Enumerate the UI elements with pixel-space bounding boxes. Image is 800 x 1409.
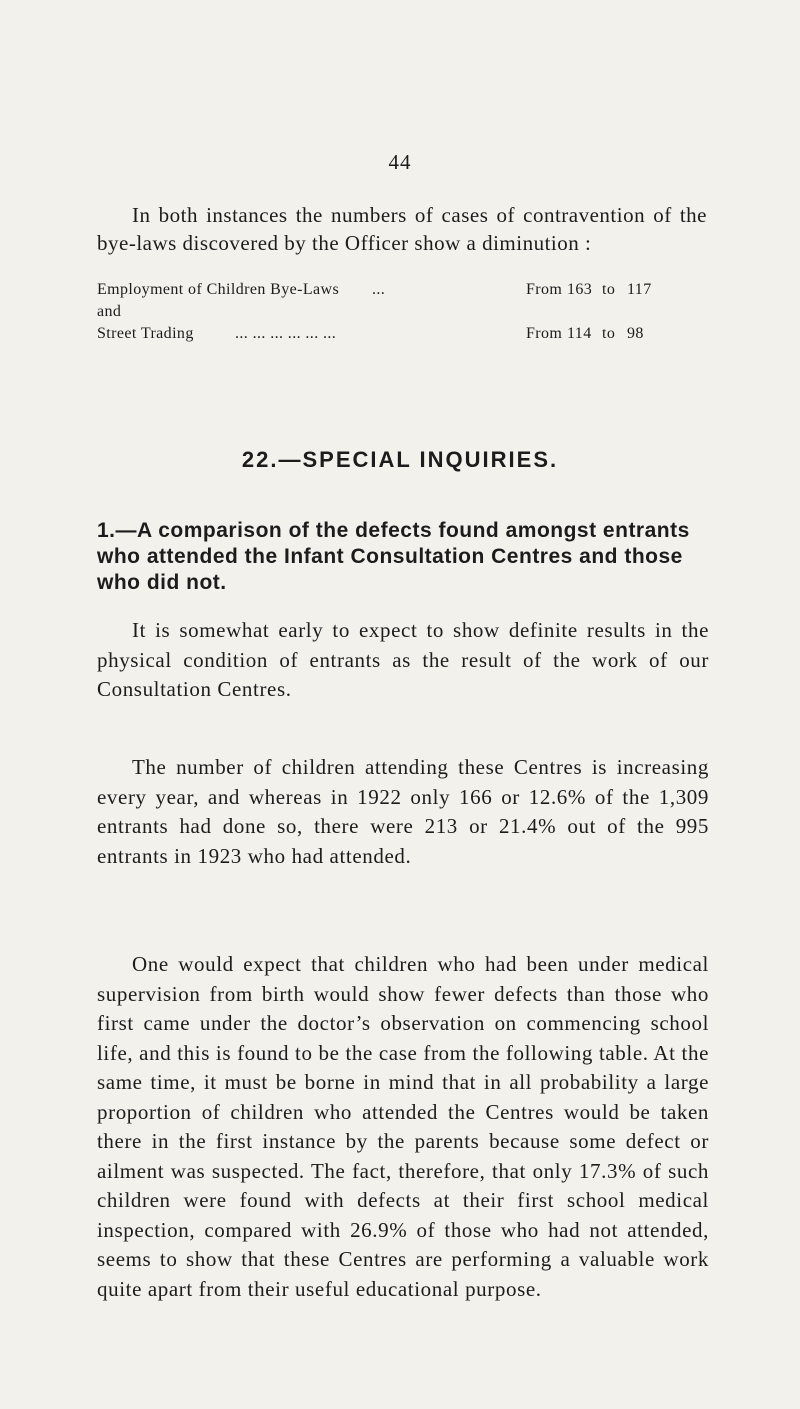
- row-label: and: [97, 303, 122, 320]
- from-label: From: [526, 325, 563, 342]
- to-value: 117: [627, 281, 652, 298]
- to-value: 98: [627, 325, 644, 342]
- to-label: to: [602, 281, 616, 298]
- to-label: to: [602, 325, 616, 342]
- row-label: Employment of Children Bye-Laws: [97, 281, 340, 298]
- body-paragraph: One would expect that children who had been under medical supervision from birth would show fewer defects than those who first came under the doctor’s observation on commencing school life, and this is found to be the case from the following table. At the same time, it must be borne in mind that in all probability a large proportion of children who attended the Centres would be taken there in the first instance by the parents because some defect or ailment was suspected. The fact, therefore, that only 17.3% of such children were found with defects at their first school medical inspection, compared with 26.9% of those who had not attended, seems to show that these Centres are performing a valuable work quite apart from their useful educational purpose.: [97, 952, 709, 1301]
- intro-paragraph: In both instances the numbers of cases of contravention of the bye-laws discovered by the Officer show a diminution :: [97, 203, 707, 255]
- table-row: [97, 301, 707, 323]
- from-value: 114: [567, 325, 592, 342]
- body-paragraph: It is somewhat early to expect to show definite results in the physical condition of entrants as the result of the work of our Consultation Centres.: [97, 618, 709, 701]
- table-row: [97, 323, 707, 345]
- from-label: From: [526, 281, 563, 298]
- leader-dots: ...: [372, 281, 386, 298]
- subsection-heading: 1.—A comparison of the defects found amongst entrants who attended the Infant Consultation Centres and those who did not.: [97, 519, 690, 594]
- bye-laws-table: [97, 279, 707, 345]
- row-label: Street Trading: [97, 325, 194, 342]
- page-number: 44: [388, 150, 412, 174]
- from-value: 163: [567, 281, 593, 298]
- table-row: [97, 279, 707, 301]
- section-heading: 22.—SPECIAL INQUIRIES.: [241, 447, 559, 472]
- leader-dots: ... ... ... ... ... ...: [235, 325, 337, 342]
- body-paragraph: The number of children attending these Centres is increasing every year, and whereas in 1922 only 166 or 12.6% of the 1,309 entrants had done so, there were 213 or 21.4% out of the 995 entrants in 1923 who had attended.: [97, 755, 709, 868]
